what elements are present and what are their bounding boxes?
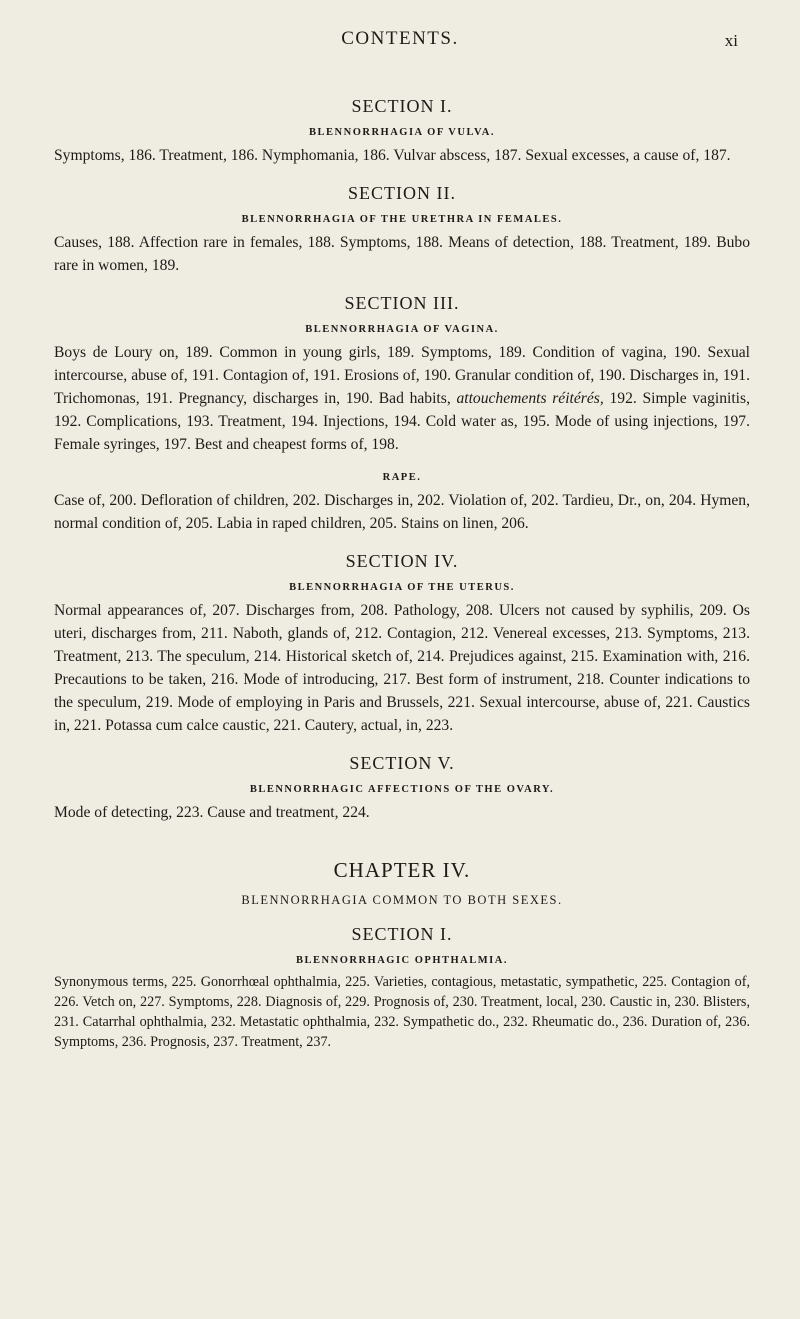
chapter-subtitle: BLENNORRHAGIA COMMON TO BOTH SEXES.: [241, 893, 563, 907]
section-subheading: BLENNORRHAGIA OF VULVA.: [309, 127, 495, 138]
section-entries: Synonymous terms, 225. Gonorrhœal ophthalmia, 225. Varieties, contagious, metastatic, sympathetic, 225. Contagion of, 226. Vetch on, 227. Symptoms, 228. Diagnosis of, 229. Prognosis of, 230. Treatment, local, 230. Caustic in, 230. Blisters, 231. Catarrhal ophthalmia, 232. Metastatic ophthalmia, 232. Sympathetic do., 232. Rheumatic do., 236. Duration of, 236. Symptoms, 236. Prognosis, 237. Treatment, 237.: [54, 974, 750, 1050]
section-entries: Causes, 188. Affection rare in females, 188. Symptoms, 188. Means of detection, 188. Treatment, 189. Bubo rare in women, 189.: [54, 234, 750, 274]
section-heading: SECTION I.: [351, 924, 453, 944]
contents-body: [54, 96, 750, 1052]
entries-text: 192. Simple vaginitis, 192. Complications, 193. Treatment, 194. Injections, 194. Cold water as, 195. Mode of using injections, 197. Female syringes, 197. Best and cheapest forms of, 198.: [54, 390, 750, 453]
rape-subheading: RAPE.: [382, 472, 422, 483]
running-head: [0, 28, 800, 58]
section-entries: Mode of detecting, 223. Cause and treatment, 224.: [54, 804, 370, 821]
section-subheading: BLENNORRHAGIC OPHTHALMIA.: [296, 955, 508, 966]
page-number: xi: [724, 31, 738, 50]
section-heading: SECTION V.: [349, 753, 455, 773]
section-heading: SECTION II.: [348, 183, 456, 203]
section-heading: SECTION III.: [344, 293, 460, 313]
section-subheading: BLENNORRHAGIA OF THE UTERUS.: [289, 582, 515, 593]
section-entries: Normal appearances of, 207. Discharges from, 208. Pathology, 208. Ulcers not caused by syphilis, 209. Os uteri, discharges from, 211. Naboth, glands of, 212. Contagion, 212. Venereal excesses, 213. Symptoms, 213. Treatment, 213. The speculum, 214. Historical sketch of, 214. Prejudices against, 215. Examination with, 216. Precautions to be taken, 216. Mode of introducing, 217. Best form of instrument, 218. Counter indications to the speculum, 219. Mode of employing in Paris and Brussels, 221. Sexual intercourse, abuse of, 221. Caustics in, 221. Potassa cum calce caustic, 221. Cautery, actual, in, 223.: [54, 602, 750, 734]
section-heading: SECTION IV.: [345, 551, 459, 571]
italic-phrase: attouchements réitérés,: [456, 390, 604, 407]
section-subheading: BLENNORRHAGIA OF VAGINA.: [305, 324, 499, 335]
section-subheading: BLENNORRHAGIC AFFECTIONS OF THE OVARY.: [249, 784, 555, 795]
rape-entries: Case of, 200. Defloration of children, 202. Discharges in, 202. Violation of, 202. Tardieu, Dr., on, 204. Hymen, normal condition of, 205. Labia in raped children, 205. Stains on linen, 206.: [54, 492, 750, 532]
section-subheading: BLENNORRHAGIA OF THE URETHRA IN FEMALES.: [241, 214, 563, 225]
section-heading: SECTION I.: [351, 96, 453, 116]
section-entries: Symptoms, 186. Treatment, 186. Nymphomania, 186. Vulvar abscess, 187. Sexual excesses, a cause of, 187.: [54, 147, 731, 164]
running-title: CONTENTS.: [341, 28, 459, 49]
chapter-heading: CHAPTER IV.: [333, 858, 471, 882]
entries-text: Boys de Loury on, 189. Common in young girls, 189. Symptoms, 189. Condition of vagina, 190. Sexual intercourse, abuse of, 191. Contagion of, 191. Erosions of, 190. Granular condition of, 190. Discharges in, 191. Trichomonas, 191. Pregnancy, discharges in, 190. Bad habits,: [54, 344, 750, 407]
section-entries: [54, 341, 750, 456]
